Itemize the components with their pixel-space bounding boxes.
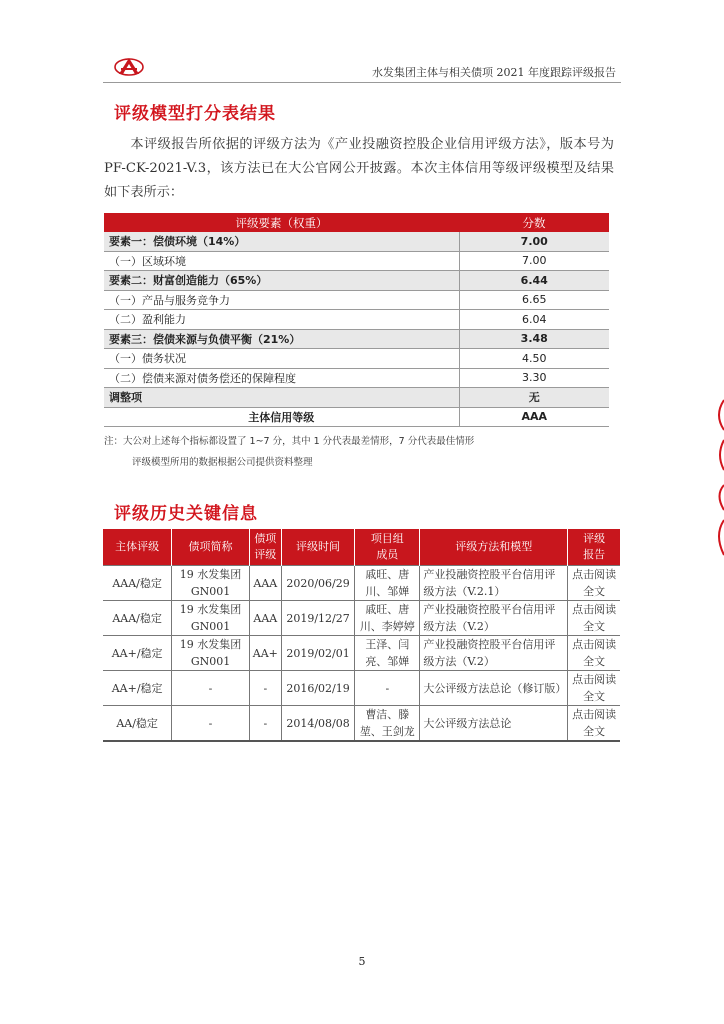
score-row bbox=[104, 271, 609, 291]
methodology-paragraph: 本评级报告所依据的评级方法为《产业投融资控股企业信用评级方法》，版本号为 PF-CK-2021-V.3，该方法已在大公官网公开披露。本次主体信用等级评级模型及结果如下表所示： bbox=[104, 137, 614, 200]
method-model-cell: 大公评级方法总论 bbox=[420, 706, 568, 742]
rating-date-cell: 2019/02/01 bbox=[281, 636, 354, 671]
factor-score: 无 bbox=[459, 388, 609, 408]
team-members-cell: 曹洁、滕堃、王剑龙 bbox=[355, 706, 420, 742]
factor-label: （一）产品与服务竞争力 bbox=[104, 290, 459, 310]
team-members-cell: 戚旺、唐川、李婷婷 bbox=[355, 601, 420, 636]
score-row bbox=[104, 232, 609, 251]
factor-label: 主体信用等级 bbox=[104, 407, 459, 427]
bond-rating-cell: - bbox=[249, 671, 281, 706]
rating-history-table bbox=[103, 529, 620, 742]
report-link-cell[interactable]: 点击阅读全文 bbox=[568, 566, 620, 601]
factor-label: 要素一：偿债环境（14%） bbox=[104, 232, 459, 251]
score-row bbox=[104, 368, 609, 388]
factor-score: 4.50 bbox=[459, 349, 609, 369]
factor-score: AAA bbox=[459, 407, 609, 427]
bond-rating-cell: AAA bbox=[249, 601, 281, 636]
rating-date-cell: 2016/02/19 bbox=[281, 671, 354, 706]
history-row bbox=[103, 566, 620, 601]
history-row bbox=[103, 636, 620, 671]
method-model-cell: 产业投融资控股平台信用评级方法（V.2） bbox=[420, 636, 568, 671]
bond-name-cell: 19 水发集团 GN001 bbox=[172, 636, 250, 671]
score-row bbox=[104, 251, 609, 271]
team-members-cell: 王泽、闫亮、邹婵 bbox=[355, 636, 420, 671]
header-report-link: 评级 报告 bbox=[568, 529, 620, 566]
section-heading-model-results: 评级模型打分表结果 bbox=[114, 104, 276, 124]
factor-label: 调整项 bbox=[104, 388, 459, 408]
bond-rating-cell: AA+ bbox=[249, 636, 281, 671]
history-row bbox=[103, 601, 620, 636]
subject-rating-cell: AA/稳定 bbox=[103, 706, 172, 742]
factor-score: 6.65 bbox=[459, 290, 609, 310]
factor-score: 7.00 bbox=[459, 251, 609, 271]
factor-score: 3.48 bbox=[459, 329, 609, 349]
factor-label: （一）债务状况 bbox=[104, 349, 459, 369]
factor-score: 6.44 bbox=[459, 271, 609, 291]
header-subject-rating: 主体评级 bbox=[103, 529, 172, 566]
bond-rating-cell: AAA bbox=[249, 566, 281, 601]
subject-rating-cell: AA+/稳定 bbox=[103, 636, 172, 671]
header-team-members: 项目组 成员 bbox=[355, 529, 420, 566]
method-model-cell: 产业投融资控股平台信用评级方法（V.2） bbox=[420, 601, 568, 636]
header-bond-name: 债项简称 bbox=[172, 529, 250, 566]
header-rating-date: 评级时间 bbox=[281, 529, 354, 566]
factor-label: （一）区域环境 bbox=[104, 251, 459, 271]
data-source-note: 评级模型所用的数据根据公司提供资料整理 bbox=[132, 457, 313, 468]
subject-rating-cell: AAA/稳定 bbox=[103, 601, 172, 636]
factor-label: （二）盈利能力 bbox=[104, 310, 459, 330]
score-row bbox=[104, 349, 609, 369]
history-row bbox=[103, 706, 620, 742]
score-row bbox=[104, 407, 609, 427]
score-row bbox=[104, 290, 609, 310]
header-factor: 评级要素（权重） bbox=[104, 213, 459, 232]
factor-label: 要素二：财富创造能力（65%） bbox=[104, 271, 459, 291]
score-table-header bbox=[104, 213, 609, 232]
history-row bbox=[103, 671, 620, 706]
header-score: 分数 bbox=[459, 213, 609, 232]
bond-name-cell: - bbox=[172, 671, 250, 706]
header-method-model: 评级方法和模型 bbox=[420, 529, 568, 566]
score-row bbox=[104, 310, 609, 330]
bond-name-cell: 19 水发集团 GN001 bbox=[172, 566, 250, 601]
subject-rating-cell: AA+/稳定 bbox=[103, 671, 172, 706]
method-model-cell: 大公评级方法总论（修订版） bbox=[420, 671, 568, 706]
factor-label: （二）偿债来源对债务偿还的保障程度 bbox=[104, 368, 459, 388]
team-members-cell: - bbox=[355, 671, 420, 706]
rating-date-cell: 2014/08/08 bbox=[281, 706, 354, 742]
report-link-cell[interactable]: 点击阅读全文 bbox=[568, 671, 620, 706]
header-divider bbox=[103, 82, 621, 83]
score-row bbox=[104, 329, 609, 349]
method-model-cell: 产业投融资控股平台信用评级方法（V.2.1） bbox=[420, 566, 568, 601]
rating-date-cell: 2019/12/27 bbox=[281, 601, 354, 636]
report-link-cell[interactable]: 点击阅读全文 bbox=[568, 706, 620, 742]
bond-name-cell: 19 水发集团 GN001 bbox=[172, 601, 250, 636]
section-heading-rating-history: 评级历史关键信息 bbox=[114, 504, 258, 524]
factor-score: 3.30 bbox=[459, 368, 609, 388]
rating-score-table bbox=[104, 213, 609, 427]
rating-date-cell: 2020/06/29 bbox=[281, 566, 354, 601]
report-link-cell[interactable]: 点击阅读全文 bbox=[568, 636, 620, 671]
dagong-logo-icon bbox=[114, 55, 144, 77]
report-header-title: 水发集团主体与相关债项 2021 年度跟踪评级报告 bbox=[372, 66, 616, 79]
history-table-header bbox=[103, 529, 620, 566]
side-seal-stamp bbox=[712, 395, 724, 565]
header-bond-rating: 债项 评级 bbox=[249, 529, 281, 566]
bond-name-cell: - bbox=[172, 706, 250, 742]
page-number: 5 bbox=[358, 955, 366, 968]
factor-label: 要素三：偿债来源与负债平衡（21%） bbox=[104, 329, 459, 349]
team-members-cell: 戚旺、唐川、邹婵 bbox=[355, 566, 420, 601]
score-row bbox=[104, 388, 609, 408]
bond-rating-cell: - bbox=[249, 706, 281, 742]
factor-score: 7.00 bbox=[459, 232, 609, 251]
table-note: 注：大公对上述每个指标都设置了 1~7 分，其中 1 分代表最差情形，7 分代表最佳情形 bbox=[104, 436, 475, 447]
subject-rating-cell: AAA/稳定 bbox=[103, 566, 172, 601]
factor-score: 6.04 bbox=[459, 310, 609, 330]
report-link-cell[interactable]: 点击阅读全文 bbox=[568, 601, 620, 636]
